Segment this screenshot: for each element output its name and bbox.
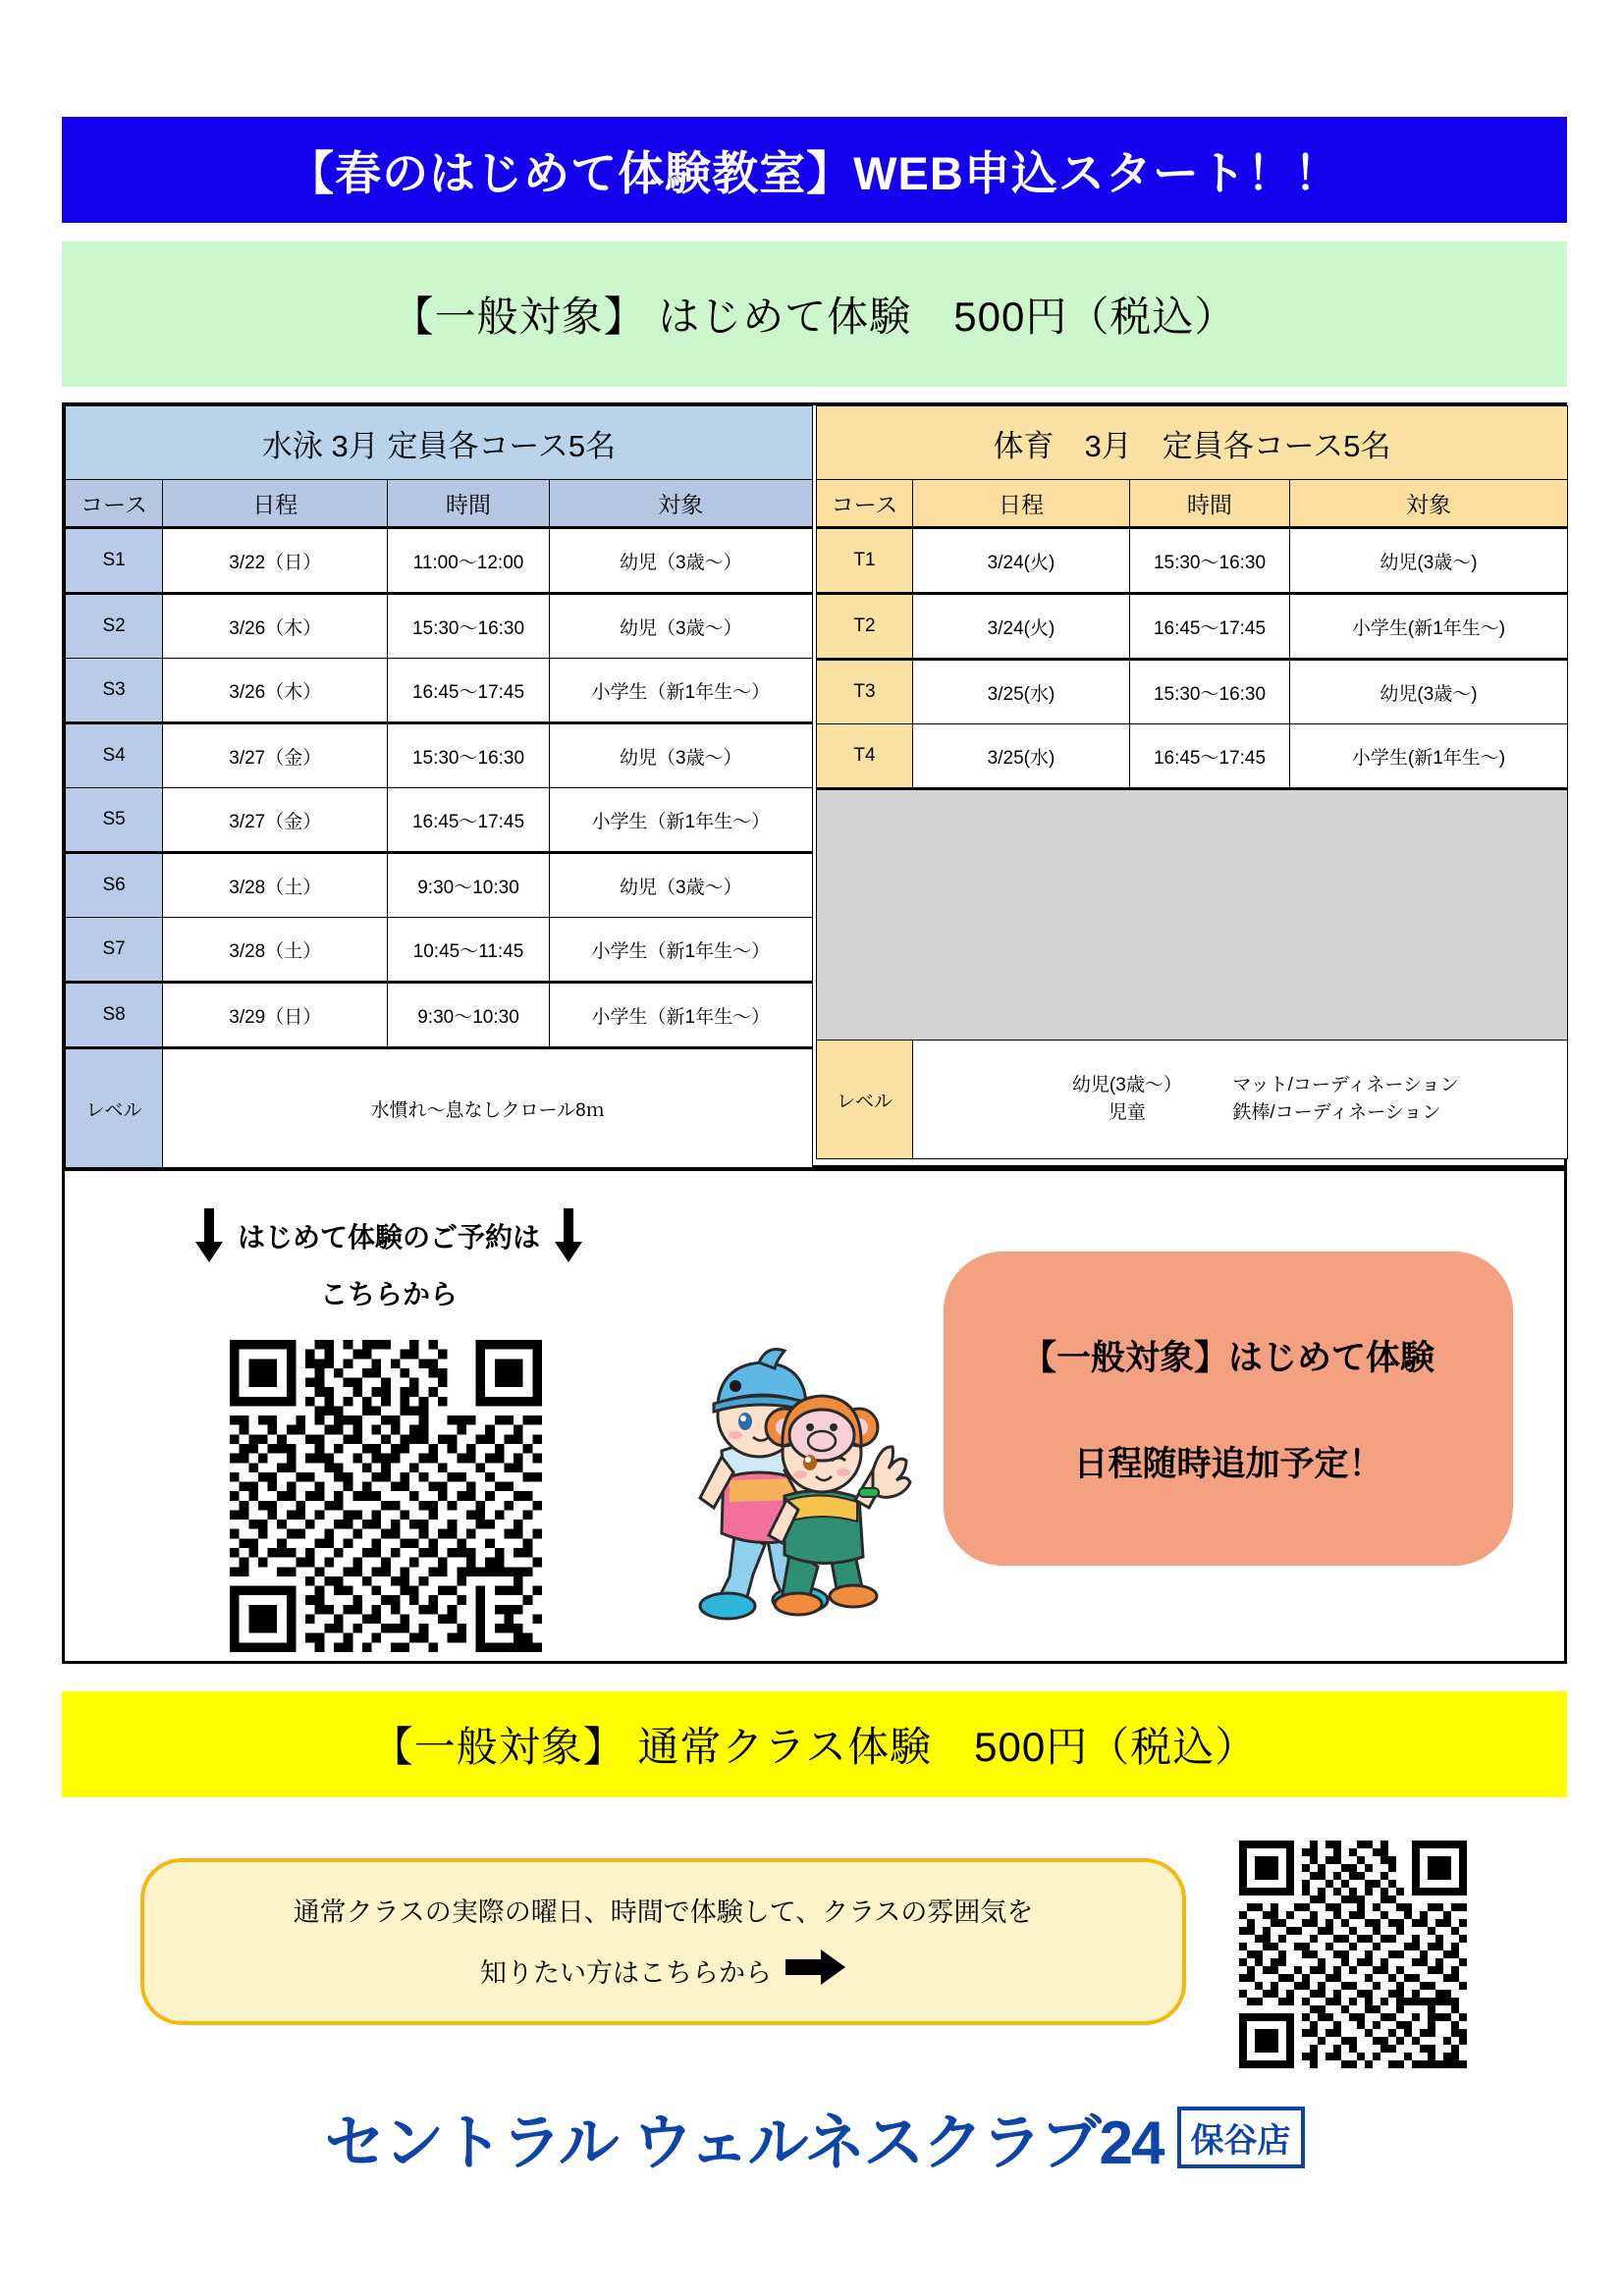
gym-date: 3/25(水) — [913, 660, 1130, 724]
swim-course: S5 — [66, 788, 163, 853]
booking-line2: こちらから — [319, 1279, 458, 1309]
swim-date: 3/27（金） — [163, 788, 388, 853]
gym-course: T1 — [817, 528, 913, 594]
swim-date: 3/28（土） — [163, 853, 388, 918]
swim-schedule-table — [65, 405, 813, 1168]
swim-time: 16:45〜17:45 — [388, 788, 549, 853]
swim-col-target: 対象 — [549, 480, 812, 528]
swim-course: S4 — [66, 723, 163, 788]
swim-target: 小学生（新1年生〜） — [549, 983, 812, 1048]
swim-time: 15:30〜16:30 — [388, 594, 549, 659]
page-title: 【春のはじめて体験教室】WEB申込スタート！！ — [288, 146, 1341, 199]
callout-line2: 日程随時追加予定！ — [1073, 1445, 1383, 1483]
swim-time: 9:30〜10:30 — [388, 983, 549, 1048]
table-row — [66, 594, 813, 659]
swim-section-title: 水泳 3月 定員各コース5名 — [66, 406, 813, 480]
swim-col-time: 時間 — [388, 480, 549, 528]
gym-date: 3/24(火) — [913, 594, 1130, 660]
gym-level-who: 幼児(3歳〜） — [1071, 1074, 1182, 1095]
callout-line1: 【一般対象】はじめて体験 — [1021, 1339, 1434, 1377]
gym-time: 16:45〜17:45 — [1130, 724, 1290, 789]
arrow-down-icon — [554, 1208, 583, 1263]
gym-level-desc — [913, 1041, 1568, 1159]
gym-col-date: 日程 — [913, 480, 1130, 528]
table-row — [817, 594, 1568, 660]
gym-section-title: 体育 3月 定員各コース5名 — [817, 406, 1568, 480]
table-row — [66, 659, 813, 723]
additional-dates-callout — [944, 1252, 1513, 1566]
gym-level-what: 鉄棒/コーディネーション — [1232, 1102, 1441, 1123]
swim-target: 小学生（新1年生〜） — [549, 788, 812, 853]
arrow-right-icon — [785, 1949, 846, 1993]
swim-target: 幼児（3歳〜） — [549, 594, 812, 659]
swim-date: 3/29（日） — [163, 983, 388, 1048]
swim-date: 3/22（日） — [163, 528, 388, 594]
swim-time: 16:45〜17:45 — [388, 659, 549, 723]
gym-schedule-table — [816, 405, 1568, 1159]
gym-time: 16:45〜17:45 — [1130, 594, 1290, 660]
regular-class-title: 【一般対象】 通常クラス体験 500円（税込） — [371, 1724, 1258, 1770]
mascot-illustration — [620, 1343, 958, 1628]
table-row — [817, 528, 1568, 594]
gym-course: T3 — [817, 660, 913, 724]
swim-date: 3/26（木） — [163, 659, 388, 723]
swim-target: 小学生（新1年生〜） — [549, 918, 812, 983]
swim-target: 幼児（3歳〜） — [549, 528, 812, 594]
table-row — [66, 788, 813, 853]
note-line2-wrap — [480, 1949, 846, 1993]
gym-target: 幼児(3歳〜) — [1290, 528, 1568, 594]
swim-time: 9:30〜10:30 — [388, 853, 549, 918]
gym-date: 3/25(水) — [913, 724, 1130, 789]
gym-time: 15:30〜16:30 — [1130, 660, 1290, 724]
regular-class-banner — [62, 1691, 1567, 1797]
swim-time: 10:45〜11:45 — [388, 918, 549, 983]
gym-time: 15:30〜16:30 — [1130, 528, 1290, 594]
gym-level-who: 児童 — [1108, 1102, 1146, 1123]
logo-text: セントラル ウェルネスクラブ24 — [324, 2109, 1163, 2177]
swim-target: 幼児（3歳〜） — [549, 853, 812, 918]
swim-target: 小学生（新1年生〜） — [549, 659, 812, 723]
swim-time: 15:30〜16:30 — [388, 723, 549, 788]
regular-class-note — [140, 1858, 1186, 2025]
table-row — [66, 918, 813, 983]
booking-qr-code[interactable] — [230, 1340, 542, 1652]
table-row — [817, 724, 1568, 789]
gym-level-row — [817, 1041, 1568, 1159]
swim-course: S8 — [66, 983, 163, 1048]
logo-store-badge: 保谷店 — [1177, 2107, 1305, 2168]
swim-date: 3/28（土） — [163, 918, 388, 983]
subtitle-band — [62, 241, 1567, 387]
swim-date: 3/26（木） — [163, 594, 388, 659]
swim-level-row — [66, 1048, 813, 1168]
gym-target: 小学生(新1年生〜) — [1290, 724, 1568, 789]
booking-section — [62, 1168, 1567, 1664]
swim-course: S1 — [66, 528, 163, 594]
gym-col-time: 時間 — [1130, 480, 1290, 528]
table-row — [66, 853, 813, 918]
gym-level-label: レベル — [817, 1041, 913, 1159]
brand-logo — [62, 2093, 1567, 2181]
swim-date: 3/27（金） — [163, 723, 388, 788]
table-row — [66, 983, 813, 1048]
booking-line1: はじめて体験のご予約は — [237, 1222, 540, 1253]
swim-level-desc: 水慣れ〜息なしクロール8ｍ — [163, 1048, 813, 1168]
swim-course: S6 — [66, 853, 163, 918]
booking-heading — [158, 1208, 620, 1312]
swim-level-label: レベル — [66, 1048, 163, 1168]
swim-time: 11:00〜12:00 — [388, 528, 549, 594]
swim-course: S7 — [66, 918, 163, 983]
table-row — [66, 723, 813, 788]
gym-col-course: コース — [817, 480, 913, 528]
swim-course: S2 — [66, 594, 163, 659]
gym-target: 小学生(新1年生〜) — [1290, 594, 1568, 660]
table-row — [817, 660, 1568, 724]
title-banner — [62, 117, 1567, 223]
regular-class-qr-code[interactable] — [1239, 1841, 1467, 2068]
gym-empty-filler — [817, 789, 1568, 1041]
swim-course: S3 — [66, 659, 163, 723]
swim-col-date: 日程 — [163, 480, 388, 528]
subtitle-text: 【一般対象】 はじめて体験 500円（税込） — [392, 294, 1237, 340]
table-row — [66, 528, 813, 594]
gym-course: T4 — [817, 724, 913, 789]
swim-col-course: コース — [66, 480, 163, 528]
arrow-down-icon — [194, 1208, 224, 1263]
gym-date: 3/24(火) — [913, 528, 1130, 594]
gym-target: 幼児(3歳〜) — [1290, 660, 1568, 724]
swim-target: 幼児（3歳〜） — [549, 723, 812, 788]
note-line1: 通常クラスの実際の曜日、時間で体験して、クラスの雰囲気を — [293, 1897, 1034, 1927]
note-line2: 知りたい方はこちらから — [480, 1958, 772, 1988]
schedule-tables — [62, 402, 1567, 1168]
gym-level-what: マット/コーディネーション — [1232, 1074, 1459, 1095]
gym-col-target: 対象 — [1290, 480, 1568, 528]
gym-course: T2 — [817, 594, 913, 660]
